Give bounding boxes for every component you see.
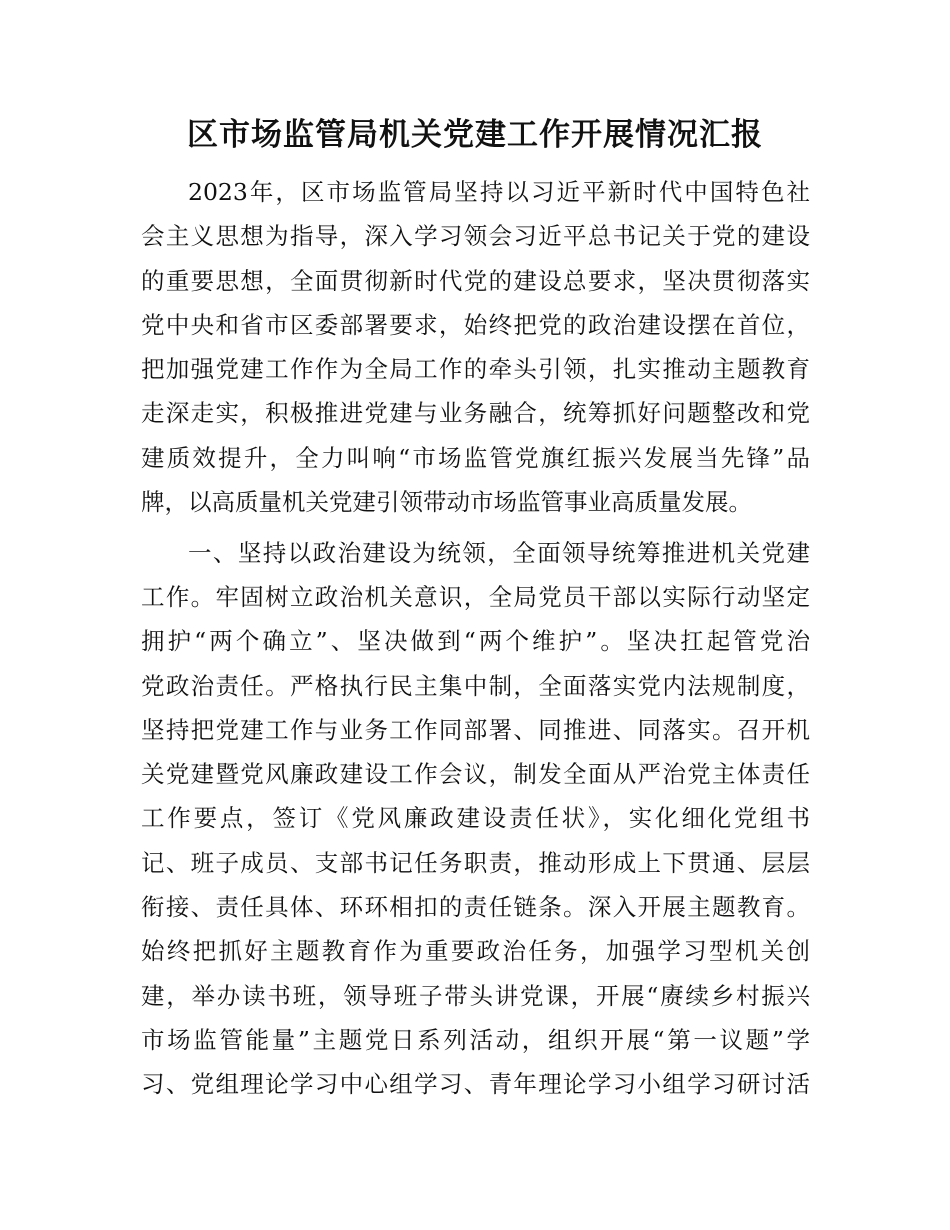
paragraph-1-line-4: 党中央和省市区委部署要求，始终把党的政治建设摆在首位， bbox=[141, 311, 810, 339]
paragraph-2-line-3: 拥护“两个确立”、坚决做到“两个维护”。坚决扛起管党治 bbox=[141, 627, 810, 655]
paragraph-2-line-9: 衔接、责任具体、环环相扣的责任链条。深入开展主题教育。 bbox=[141, 893, 810, 921]
paragraph-2-line-10: 始终把抓好主题教育作为重要政治任务，加强学习型机关创 bbox=[141, 937, 810, 965]
paragraph-1-line-7: 建质效提升，全力叫响“市场监管党旗红振兴发展当先锋”品 bbox=[141, 444, 810, 472]
paragraph-2-line-8: 记、班子成员、支部书记任务职责，推动形成上下贯通、层层 bbox=[141, 849, 810, 877]
paragraph-2-line-12: 市场监管能量”主题党日系列活动，组织开展“第一议题”学 bbox=[141, 1026, 810, 1054]
paragraph-1-line-8: 牌，以高质量机关党建引领带动市场监管事业高质量发展。 bbox=[141, 488, 752, 516]
document-title: 区市场监管局机关党建工作开展情况汇报 bbox=[187, 117, 763, 153]
paragraph-2-line-11: 建，举办读书班，领导班子带头讲党课，开展“赓续乡村振兴 bbox=[141, 982, 810, 1010]
paragraph-2-line-7: 工作要点，签订《党风廉政建设责任状》，实化细化党组书 bbox=[141, 804, 810, 832]
paragraph-1-line-3: 的重要思想，全面贯彻新时代党的建设总要求，坚决贯彻落实 bbox=[141, 267, 810, 295]
paragraph-1-line-2: 会主义思想为指导，深入学习领会习近平总书记关于党的建设 bbox=[141, 222, 810, 250]
paragraph-2-line-4: 党政治责任。严格执行民主集中制，全面落实党内法规制度， bbox=[141, 672, 810, 700]
paragraph-2-line-2: 工作。牢固树立政治机关意识，全局党员干部以实际行动坚定 bbox=[141, 583, 810, 611]
paragraph-2-line-5: 坚持把党建工作与业务工作同部署、同推进、同落实。召开机 bbox=[141, 716, 810, 744]
paragraph-2-line-6: 关党建暨党风廉政建设工作会议，制发全面从严治党主体责任 bbox=[141, 760, 810, 788]
paragraph-2-line-13: 习、党组理论学习中心组学习、青年理论学习小组学习研讨活 bbox=[141, 1070, 810, 1098]
paragraph-1-line-5: 把加强党建工作作为全局工作的牵头引领，扎实推动主题教育 bbox=[141, 355, 810, 383]
paragraph-1-line-1: 2023年，区市场监管局坚持以习近平新时代中国特色社 bbox=[188, 178, 810, 206]
paragraph-1-line-6: 走深走实，积极推进党建与业务融合，统筹抓好问题整改和党 bbox=[141, 399, 810, 427]
paragraph-2-line-1: 一、坚持以政治建设为统领，全面领导统筹推进机关党建 bbox=[188, 539, 810, 567]
